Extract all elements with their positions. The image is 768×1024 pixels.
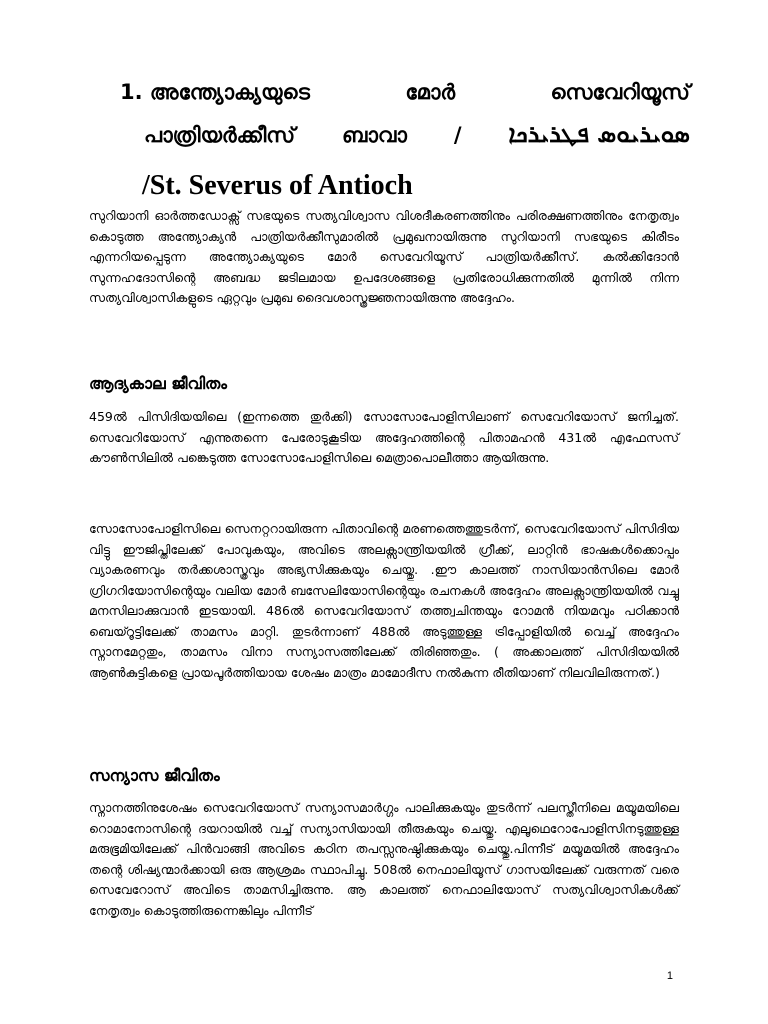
monastic-life-paragraph: സ്നാനത്തിനുശേഷം സെവേറിയോസ് സന്യാസമാർഗ്ഗം പാലിക്കുകയും തുടർന്ന് പലസ്തീനിലെ മയൂമയിലെ റൊമാനോസിന്റെ ദയറായിൽ വച്ച് സന്യാസിയായി തീരുകയും ചെയ്തു. എലൂഥെറോപോളിസിനടുത്തുള്ള മരുഭൂമിയിലേക്ക് പിൻവാങ്ങി അവിടെ കഠിന തപസ്സനുഷ്ഠിക്കുകയും ചെയ്തു.പിന്നീട് മയൂമയിൽ അദ്ദേഹം തന്റെ ശിഷ്യന്മാർക്കായി ഒരു ആശ്രമം സ്ഥാപിച്ചു. 508ൽ നെഫാലിയൂസ് ഗാസയിലേക്ക് വരുന്നത് വരെ സെവേറോസ് അവിടെ താമസിച്ചിരുന്നു. ആ കാലത്ത് നെഫാലിയോസ് സത്യവിശ്വാസികൾക്ക് നേതൃത്വം കൊടുത്തിരുന്നെങ്കിലും പിന്നീട് <box>89 800 679 918</box>
title-number: 1. <box>120 80 143 104</box>
title-line-1 <box>120 80 690 116</box>
title-word-patriarch: പാത്രിയർക്കീസ് <box>144 123 296 147</box>
section-heading-monastic-life: സന്യാസ ജീവിതം <box>89 766 220 785</box>
title-english: /St. Severus of Antioch <box>142 170 413 201</box>
intro-paragraph: സുറിയാനി ഓർത്തഡോക്സ് സഭയുടെ സത്യവിശ്വാസ വിശദീകരണത്തിനും പരിരക്ഷണത്തിനും നേതൃത്വം കൊടുത്ത അന്ത്യോക്യൻ പാത്രിയർക്കീസുമാരിൽ പ്രമുഖനായിരുന്നു സുറിയാനി സഭയുടെ കിരീടം എന്നറിയപ്പെടുന്ന അന്ത്യോക്യയുടെ മോർ സെവേറിയൂസ് പാത്രിയർക്കീസ്. കൽക്കിദോൻ സുന്നഹദോസിന്റെ അബദ്ധ ജടിലമായ ഉപദേശങ്ങളെ പ്രതിരോധിക്കുന്നതിൽ മുന്നിൽ നിന്ന സത്യവിശ്വാസികളുടെ ഏറ്റവും പ്രമുഖ ദൈവശാസ്ത്രജ്ഞനായിരുന്നു അദ്ദേഹം. <box>89 208 679 305</box>
title-word-mor: മോർ <box>405 80 456 104</box>
section-heading-early-life: ആദ്യകാല ജീവിതം <box>89 374 228 393</box>
title-number-and-word <box>120 80 310 105</box>
title-slash: / <box>453 123 462 147</box>
early-life-paragraph-1: 459ൽ പിസിദിയയിലെ (ഇന്നത്തെ തുർക്കി) സോസോപോളിസിലാണ് സെവേറിയോസ് ജനിച്ചത്. സെവേറിയോസ് എന്നുതന്നെ പേരോടുകൂടിയ അദ്ദേഹത്തിന്റെ പിതാമഹൻ 431ൽ എഫേസസ് കൗൺസിലിൽ പങ്കെടുത്ത സോസോപോളിസിലെ മെത്രാപൊലീത്താ ആയിരുന്നു. <box>89 409 679 465</box>
page-number: 1 <box>666 970 673 982</box>
title-line-2 <box>144 120 690 160</box>
title-word-bava: ബാവാ <box>341 123 407 147</box>
early-life-paragraph-2: സോസോപോളിസിലെ സെനറ്ററായിരുന്ന പിതാവിന്റെ മരണത്തെത്തുടർന്ന്, സെവേറിയോസ് പിസിദിയ വിട്ടു ഈജിപ്തിലേക്ക് പോവുകയും, അവിടെ അലക്സാന്ത്രിയയിൽ ഗ്രീക്ക്, ലാറ്റിൻ ഭാഷകൾക്കൊപ്പം വ്യാകരണവും തർക്കശാസ്ത്രവും അഭ്യസിക്കുകയും ചെയ്തു. .ഈ കാലത്ത് നാസിയാൻസിലെ മോർ ഗ്രിഗറിയോസിന്റെയും വലിയ മോർ ബസേലിയോസിന്റെയും രചനകൾ അദ്ദേഹം അലക്സാന്ത്രിയയിൽ വച്ചു മനസിലാക്കുവാൻ ഇടയായി. 486ൽ സെവേറിയോസ് തത്ത്വചിന്തയും റോമൻ നിയമവും പഠിക്കാൻ ബെയ്റൂട്ടിലേക്ക് താമസം മാറ്റി. തുടർന്നാണ് 488ൽ അടുത്തുള്ള ട്രിപ്പോളിയിൽ വെച്ച് അദ്ദേഹം സ്നാനമേറ്റതും, താമസം വിനാ സന്യാസത്തിലേക്ക് തിരിഞ്ഞതും. ( അക്കാലത്ത് പിസിദിയയിൽ ആൺകുട്ടികളെ പ്രായപൂർത്തിയായ ശേഷം മാത്രം മാമോദീസ നൽകുന്ന രീതിയാണ് നിലവിലിരുന്നത്.) <box>89 521 679 680</box>
title-word-antioch: അന്ത്യോക്യയുടെ <box>149 80 310 104</box>
title-syriac-text: ܣܘܝܪܝܘܣ ܦܛܪܝܪܟܐ <box>508 120 690 148</box>
title-word-severius: സെവേറിയൂസ് <box>550 80 690 104</box>
document-title <box>120 80 690 202</box>
